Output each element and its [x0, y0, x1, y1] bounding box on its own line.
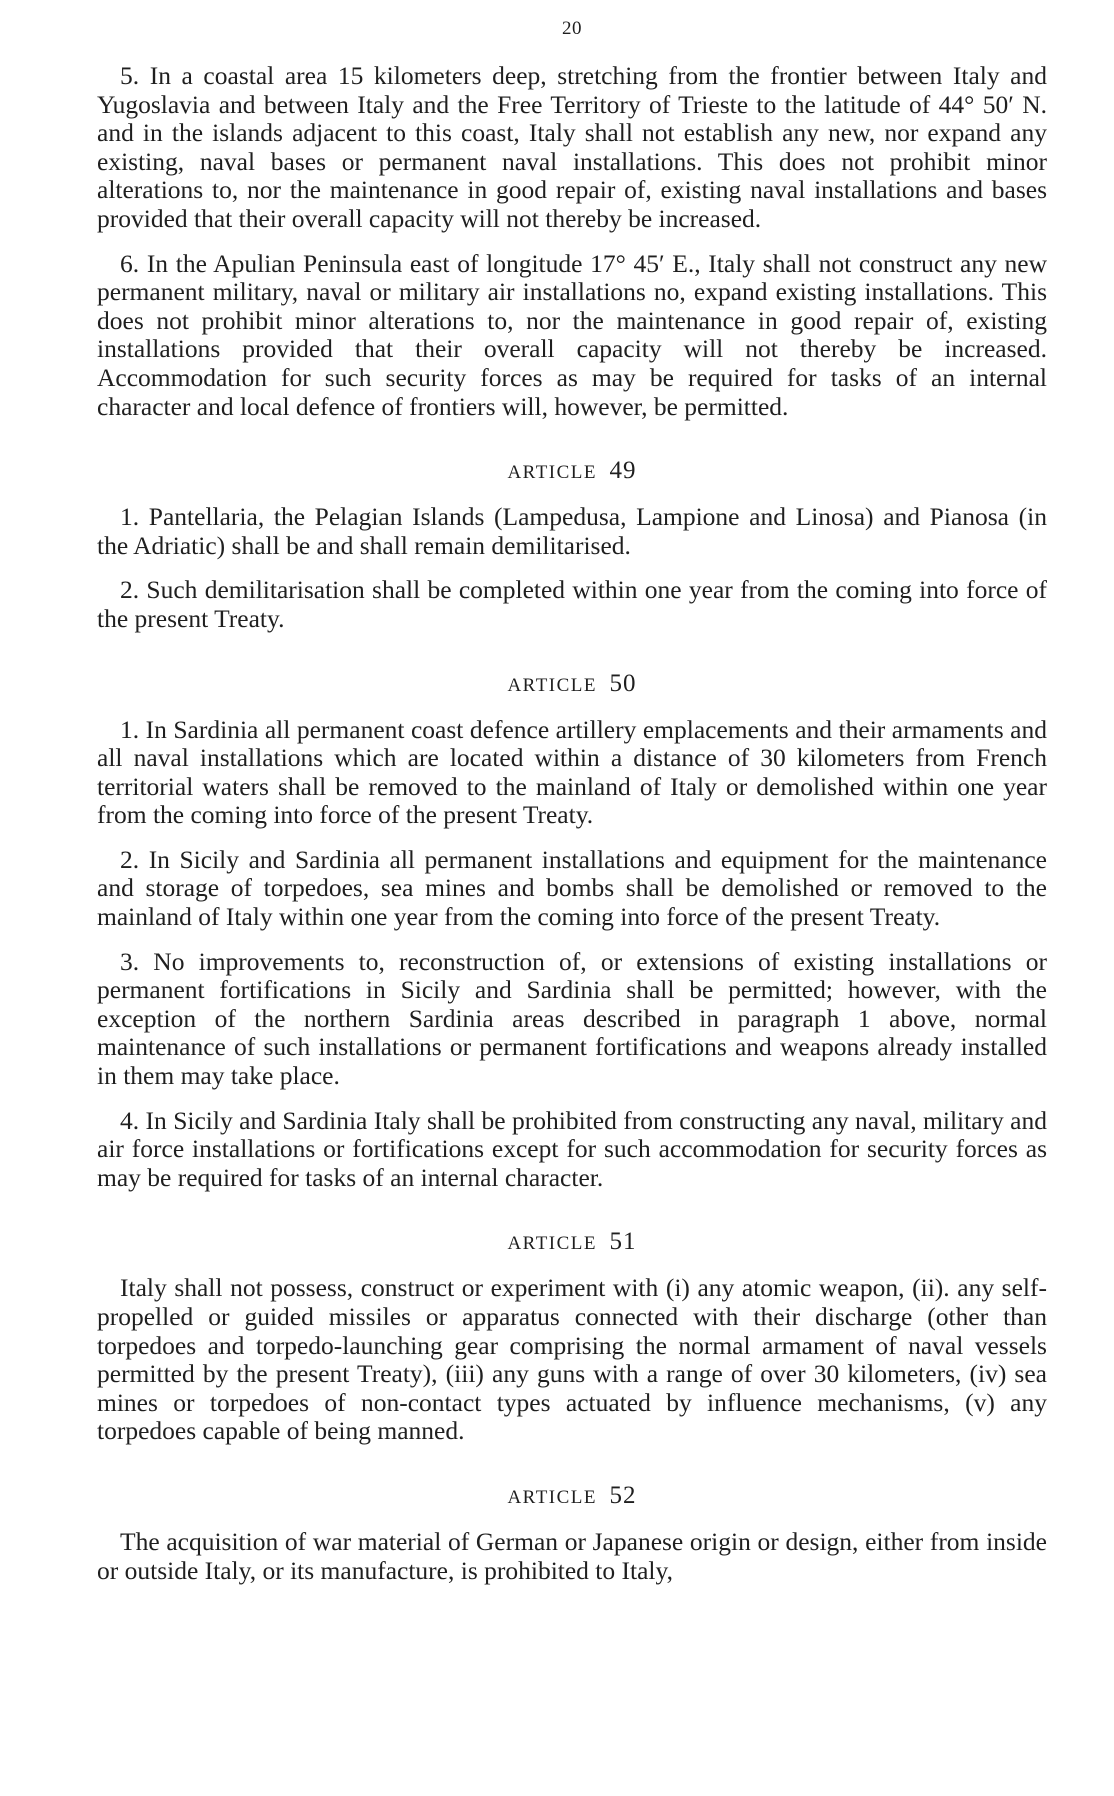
article-number: 49	[609, 457, 637, 485]
paragraph-5: 5. In a coastal area 15 kilometers deep, stretching from the frontier between Italy and Yugoslavia and between Italy and the Free Territory of Trieste to the latitude of 44° 50′ N. and in the islands adjacent to this coast, Italy shall not establish any new, nor expand any existing, naval bases or permanent naval installations. This does not prohibit minor alterations to, nor the maintenance in good repair of, existing naval installations and bases provided that their overall capacity will not thereby be increased.	[97, 61, 1047, 233]
page-number: 20	[562, 18, 582, 39]
article-number: 50	[609, 669, 637, 697]
article-51	[97, 1228, 1047, 1446]
article-heading	[97, 457, 1047, 485]
article-label: ARTICLE	[507, 462, 598, 484]
article-52	[97, 1482, 1047, 1585]
article-label: ARTICLE	[507, 1233, 598, 1255]
article-paragraph: 2. Such demilitarisation shall be completed within one year from the coming into force of the present Treaty.	[97, 575, 1047, 633]
article-label: ARTICLE	[507, 674, 598, 696]
article-number: 51	[609, 1228, 637, 1256]
paragraph-6: 6. In the Apulian Peninsula east of longitude 17° 45′ E., Italy shall not construct any new permanent military, naval or military air installations no, expand existing installations. This does not prohibit minor alterations to, nor the maintenance in good repair of, existing installations provided that their overall capacity will not thereby be increased. Accommodation for such security forces as may be required for tasks of an internal character and local defence of frontiers will, however, be permitted.	[97, 248, 1047, 421]
article-heading	[97, 670, 1047, 698]
article-label: ARTICLE	[507, 1486, 598, 1508]
article-heading	[97, 1482, 1047, 1510]
article-number: 52	[609, 1481, 637, 1509]
article-paragraph: 3. No improvements to, reconstruction of, or extensions of existing installations or permanent fortifications in Sicily and Sardinia shall be permitted; however, with the exception of the northern Sardinia areas described in paragraph 1 above, normal maintenance of such installations or permanent fortifications and weapons already installed in them may take place.	[97, 946, 1047, 1091]
article-heading	[97, 1228, 1047, 1256]
article-paragraph: Italy shall not possess, construct or experiment with (i) any atomic weapon, (ii). any self-propelled or guided missiles or apparatus connected with their discharge (other than torpedoes and torpedo-launching gear comprising the normal armament of naval vessels permitted by the present Treaty), (iii) any guns with a range of over 30 kilometers, (iv) sea mines or torpedoes of non-contact types actuated by influence mechanisms, (v) any torpedoes capable of being manned.	[97, 1273, 1047, 1446]
article-49	[97, 457, 1047, 633]
article-paragraph: 1. In Sardinia all permanent coast defence artillery emplacements and their armaments and all naval installations which are located within a distance of 30 kilometers from French territorial waters shall be removed to the mainland of Italy or demolished within one year from the coming into force of the present Treaty.	[97, 714, 1047, 830]
article-50	[97, 670, 1047, 1193]
article-paragraph: 2. In Sicily and Sardinia all permanent installations and equipment for the maintenance and storage of torpedoes, sea mines and bombs shall be demolished or removed to the mainland of Italy within one year from the coming into force of the present Treaty.	[97, 844, 1047, 932]
article-paragraph: 1. Pantellaria, the Pelagian Islands (Lampedusa, Lampione and Linosa) and Pianosa (in the Adriatic) shall be and shall remain demilitarised.	[97, 502, 1047, 560]
article-paragraph: The acquisition of war material of German or Japanese origin or design, either from inside or outside Italy, or its manufacture, is prohibited to Italy,	[97, 1526, 1047, 1585]
document-page	[97, 18, 1047, 1601]
article-paragraph: 4. In Sicily and Sardinia Italy shall be prohibited from constructing any naval, military and air force installations or fortifications except for such accommodation for security forces as may be required for tasks of an internal character.	[97, 1105, 1047, 1192]
